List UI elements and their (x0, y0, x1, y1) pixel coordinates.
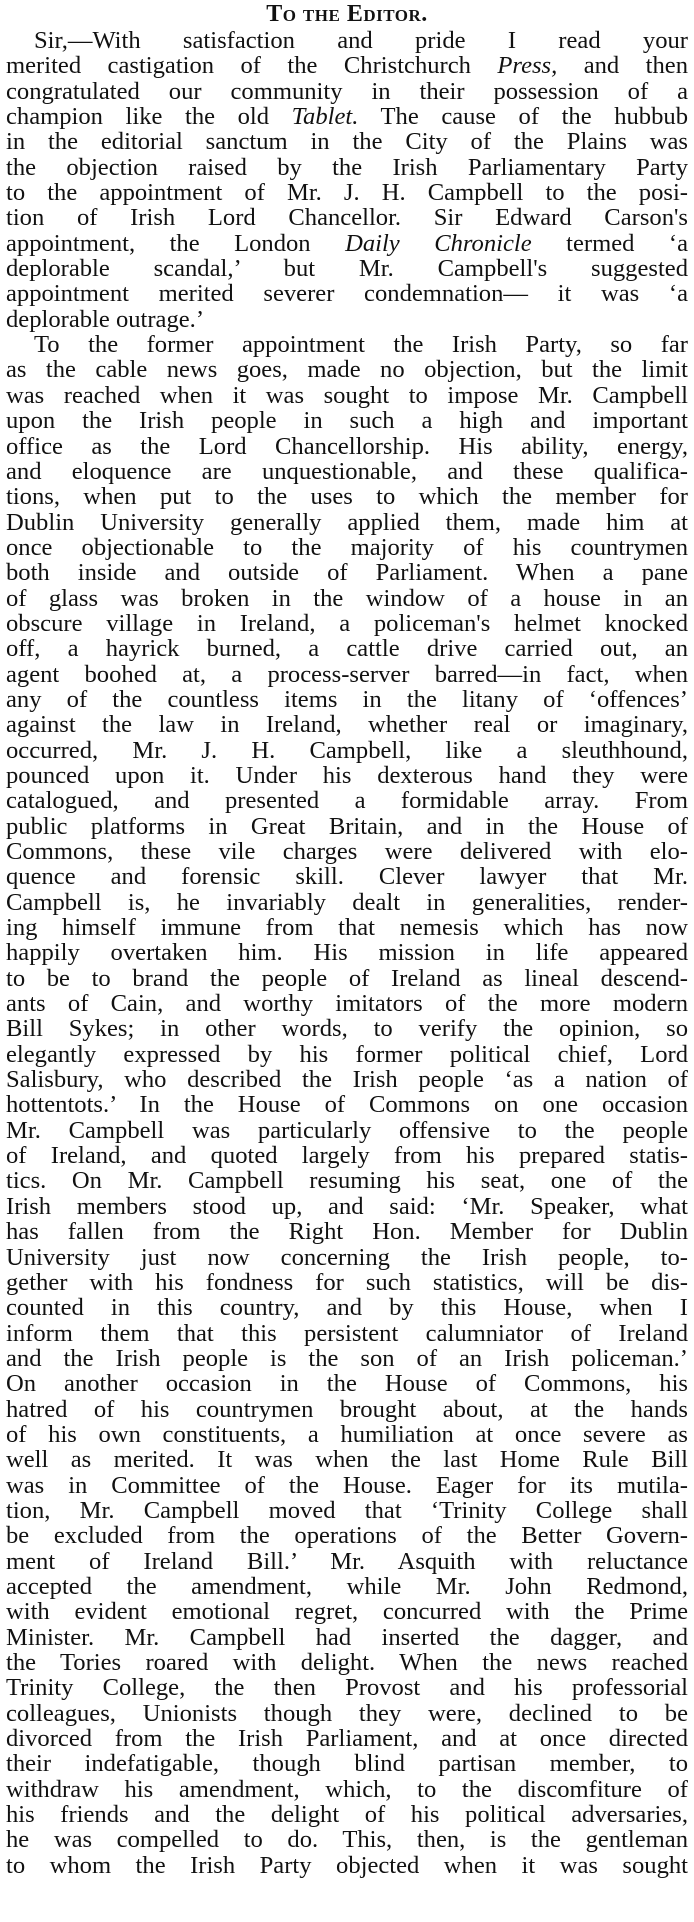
text-line (6, 915, 688, 940)
text-run: and eloquence are unquestionable, and these qualifica- (6, 458, 688, 485)
text-run: happily overtaken him. His mission in life appeared (6, 940, 688, 966)
text-line (6, 281, 688, 306)
text-line (6, 484, 688, 509)
text-line (6, 1270, 688, 1295)
text-line (6, 788, 688, 813)
text-line (6, 129, 688, 154)
text-line (6, 1751, 688, 1776)
text-line (6, 1118, 688, 1143)
text-line (6, 231, 688, 256)
text-run: catalogued, and presented a formidable array. From (6, 788, 688, 814)
text-line (6, 1599, 688, 1624)
text-run: office as the Lord Chancellorship. His ability, energy, (6, 433, 688, 459)
text-line (6, 307, 688, 332)
text-run: termed ‘a (531, 230, 688, 257)
text-line (6, 1092, 688, 1117)
text-line (6, 1245, 688, 1270)
text-line (6, 1473, 688, 1498)
text-line (6, 1447, 688, 1472)
text-run: deplorable outrage.’ (6, 306, 205, 333)
text-run: colleagues, Unionists though they were, declined to be (6, 1700, 688, 1727)
text-line (6, 1777, 688, 1802)
text-run: once objectionable to the majority of his countrymen (6, 534, 688, 561)
text-run: University just now concerning the Irish people, to- (6, 1244, 688, 1270)
text-line (6, 1067, 688, 1092)
text-run: his friends and the delight of his political adversaries, (6, 1802, 688, 1828)
letter-body (6, 28, 688, 1878)
text-line (6, 28, 688, 53)
text-line (6, 940, 688, 965)
text-line (6, 712, 688, 737)
text-run: ing himself immune from that nemesis which has now (6, 915, 688, 941)
text-run: Minister. Mr. Campbell had inserted the dagger, and (6, 1624, 688, 1650)
text-run: quence and forensic skill. Clever lawyer that Mr. (6, 864, 688, 890)
text-run: inform them that this persistent calumniator of Ireland (6, 1320, 688, 1346)
text-line (6, 738, 688, 763)
text-run: the objection raised by the Irish Parliamentary Party (6, 154, 688, 181)
text-line (6, 991, 688, 1016)
text-line (6, 1498, 688, 1523)
text-run: congratulated our community in their possession of a (6, 78, 688, 105)
text-run: agent boohed at, a process-server barred—in fact, when (6, 661, 688, 687)
text-run: occurred, Mr. J. H. Campbell, like a sleuthhound, (6, 737, 688, 763)
text-line (6, 1523, 688, 1548)
text-run: tion, Mr. Campbell moved that ‘Trinity College shall (6, 1497, 688, 1524)
text-run: obscure village in Ireland, a policeman's helmet knocked (6, 610, 688, 637)
italic-title: Daily Chronicle (345, 230, 532, 257)
text-run: and then (557, 53, 688, 79)
text-run: and the Irish people is the son of an Irish policeman.’ (6, 1345, 688, 1372)
text-run: in the editorial sanctum in the City of the Plains was (6, 129, 688, 155)
text-run: accepted the amendment, while Mr. John Redmond, (6, 1573, 688, 1600)
text-line (6, 1726, 688, 1751)
text-line (6, 662, 688, 687)
text-run: pounced upon it. Under his dexterous hand they were (6, 762, 688, 789)
text-run: Irish members stood up, and said: ‘Mr. Speaker, what (6, 1193, 688, 1220)
text-line (6, 1675, 688, 1700)
text-run: Sir,—With satisfaction and pride I read your (34, 28, 688, 54)
text-line (6, 1143, 688, 1168)
text-line (6, 383, 688, 408)
text-line (6, 1346, 688, 1371)
text-run: any of the countless items in the litany of ‘offences’ (6, 686, 688, 713)
text-line (6, 53, 688, 78)
text-run: champion like the old (6, 104, 292, 130)
text-line (6, 636, 688, 661)
text-line (6, 357, 688, 382)
letter-paragraph (6, 332, 688, 1878)
text-line (6, 79, 688, 104)
text-run: hatred of his countrymen brought about, at the hands (6, 1396, 688, 1422)
text-run: gether with his fondness for such statistics, will be dis- (6, 1269, 688, 1296)
text-run: tions, when put to the uses to which the member for (6, 484, 688, 510)
text-run: to whom the Irish Party objected when it was sought (6, 1852, 688, 1879)
text-run: both inside and outside of Parliament. When a pane (6, 560, 688, 586)
text-run: of Ireland, and quoted largely from his prepared statis- (6, 1143, 688, 1169)
text-line (6, 814, 688, 839)
text-run: has fallen from the Right Hon. Member for Dublin (6, 1219, 688, 1245)
text-run: withdraw his amendment, which, to the discomfiture of (6, 1776, 688, 1803)
text-run: well as merited. It was when the last Home Rule Bill (6, 1447, 688, 1473)
text-line (6, 180, 688, 205)
text-run: On another occasion in the House of Commons, his (6, 1371, 688, 1397)
text-line (6, 839, 688, 864)
text-run: with evident emotional regret, concurred with the Prime (6, 1599, 688, 1625)
text-line (6, 560, 688, 585)
text-line (6, 408, 688, 433)
text-line (6, 1650, 688, 1675)
text-line (6, 1397, 688, 1422)
text-line (6, 205, 688, 230)
italic-title: Press, (497, 53, 558, 79)
text-run: of his own constituents, a humiliation at once severe as (6, 1421, 688, 1448)
text-run: was in Committee of the House. Eager for its mutila- (6, 1472, 688, 1498)
text-run: merited castigation of the Christchurch (6, 53, 498, 79)
text-line (6, 1802, 688, 1827)
letter-heading: To the Editor. (266, 1, 428, 27)
text-line (6, 611, 688, 636)
text-line (6, 687, 688, 712)
letter-paragraph (6, 28, 688, 332)
text-line (6, 459, 688, 484)
text-run: upon the Irish people in such a high and important (6, 408, 688, 434)
text-run: to the appointment of Mr. J. H. Campbell to the posi- (6, 180, 688, 206)
text-run: The cause of the hubbub (358, 104, 688, 130)
text-run: he was compelled to do. This, then, is the gentleman (6, 1827, 688, 1853)
text-line (6, 1827, 688, 1852)
text-run: public platforms in Great Britain, and in the House of (6, 813, 688, 839)
text-line (6, 1371, 688, 1396)
text-run: tics. On Mr. Campbell resuming his seat, one of the (6, 1168, 688, 1194)
text-run: ants of Cain, and worthy imitators of the more modern (6, 991, 688, 1017)
text-line (6, 104, 688, 129)
text-line (6, 1321, 688, 1346)
text-run: To the former appointment the Irish Party, so far (34, 332, 688, 358)
text-run: was reached when it was sought to impose Mr. Campbell (6, 382, 688, 409)
newspaper-column (6, 0, 688, 1922)
text-line (6, 1549, 688, 1574)
text-run: appointment merited severer condemnation— it was ‘a (6, 281, 688, 307)
text-run: Trinity College, the then Provost and his professorial (6, 1675, 688, 1701)
text-run: appointment, the London (6, 230, 346, 257)
text-line (6, 1042, 688, 1067)
text-line (6, 966, 688, 991)
text-line (6, 1701, 688, 1726)
italic-title: Tablet. (291, 104, 359, 130)
text-run: hottentots.’ In the House of Commons on one occasion (6, 1092, 688, 1118)
text-run: of glass was broken in the window of a house in an (6, 585, 688, 611)
text-run: their indefatigable, though blind partisan member, to (6, 1751, 688, 1777)
text-run: be excluded from the operations of the Better Govern- (6, 1523, 688, 1549)
text-run: off, a hayrick burned, a cattle drive carried out, an (6, 636, 688, 662)
text-line (6, 510, 688, 535)
text-run: to be to brand the people of Ireland as lineal descend- (6, 965, 688, 992)
text-run: Dublin University generally applied them, made him at (6, 509, 688, 535)
text-line (6, 1853, 688, 1878)
text-run: deplorable scandal,’ but Mr. Campbell's suggested (6, 256, 688, 282)
text-run: tion of Irish Lord Chancellor. Sir Edward Carson's (6, 205, 688, 231)
text-line (6, 864, 688, 889)
text-line (6, 1016, 688, 1041)
text-line (6, 763, 688, 788)
text-line (6, 256, 688, 281)
text-line (6, 1219, 688, 1244)
text-line (6, 434, 688, 459)
text-run: against the law in Ireland, whether real or imaginary, (6, 712, 688, 738)
text-run: as the cable news goes, made no objection, but the limit (6, 357, 688, 383)
text-run: Commons, these vile charges were delivered with elo- (6, 839, 688, 865)
text-line (6, 1422, 688, 1447)
text-run: divorced from the Irish Parliament, and at once directed (6, 1726, 688, 1752)
text-run: counted in this country, and by this House, when I (6, 1295, 688, 1321)
text-run: Salisbury, who described the Irish people ‘as a nation of (6, 1067, 688, 1093)
text-line (6, 332, 688, 357)
text-line (6, 586, 688, 611)
text-line (6, 155, 688, 180)
text-run: elegantly expressed by his former political chief, Lord (6, 1041, 688, 1068)
text-line (6, 1168, 688, 1193)
text-line (6, 535, 688, 560)
text-run: Mr. Campbell was particularly offensive to the people (6, 1117, 688, 1144)
text-line (6, 1574, 688, 1599)
text-line (6, 890, 688, 915)
text-line (6, 1625, 688, 1650)
text-run: the Tories roared with delight. When the news reached (6, 1650, 688, 1676)
text-line (6, 1295, 688, 1320)
text-line (6, 1194, 688, 1219)
text-run: Campbell is, he invariably dealt in generalities, render- (6, 889, 688, 916)
text-run: Bill Sykes; in other words, to verify the opinion, so (6, 1016, 688, 1042)
text-run: ment of Ireland Bill.’ Mr. Asquith with reluctance (6, 1548, 688, 1574)
